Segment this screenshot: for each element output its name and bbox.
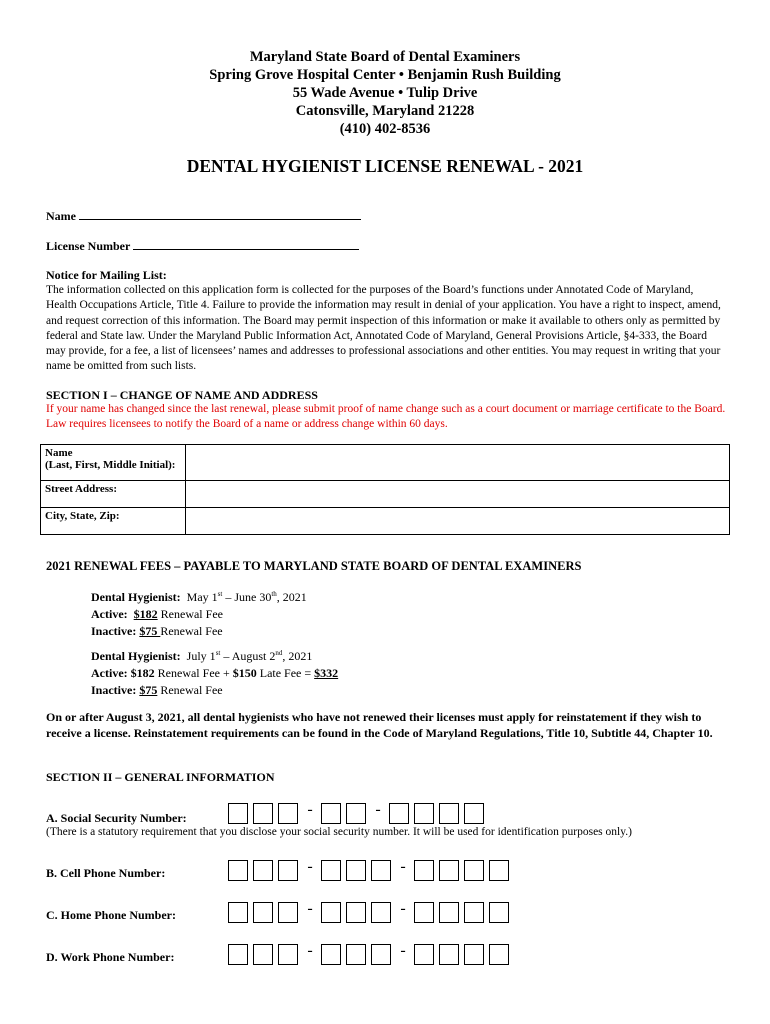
ssn-box[interactable] xyxy=(389,803,409,824)
license-field[interactable] xyxy=(46,238,359,254)
fee2-inactive-label: Inactive: xyxy=(91,683,137,697)
phone-box[interactable] xyxy=(439,944,459,965)
fee1-s2: th xyxy=(271,590,277,598)
page-title: DENTAL HYGIENIST LICENSE RENEWAL - 2021 xyxy=(186,156,584,176)
phone-box[interactable] xyxy=(414,944,434,965)
ssn-note: (There is a statutory requirement that you disclose your social security number. It will be used for identification purposes only.) xyxy=(46,826,632,838)
phone-dash: - xyxy=(307,858,313,875)
section2-heading: SECTION II – GENERAL INFORMATION xyxy=(46,770,275,784)
reinstatement-note: On or after August 3, 2021, all dental hygienists who have not renewed their licenses must apply for reinstatement if they wish to receive a license. Reinstatement requirements can be found in the Code of Maryland Regulations, Title 10, Subtitle 44, Chapter 10. xyxy=(46,710,713,740)
name-row-label-2: (Last, First, Middle Initial): xyxy=(45,459,176,471)
fee1-inactive-text: Renewal Fee xyxy=(160,624,223,638)
phone-box[interactable] xyxy=(439,902,459,923)
phone-box[interactable] xyxy=(489,902,509,923)
fee1-d1: May 1 xyxy=(186,590,218,604)
phone-box[interactable] xyxy=(346,860,366,881)
board-name: Maryland State Board of Dental Examiners xyxy=(249,49,521,65)
notice-body: The information collected on this application form is collected for the purposes of the Board’s functions under Annotated Code of Maryland, Health Occupations Article, Title 4. Failure to provide the information may result in denial of your application. You have a right to inspect, amend, and request correction of this information. The Board may permit inspection of this information or make it available to others only as permitted by federal and State law. Under the Maryland Public Information Act, Annotated Code of Maryland, General Provisions Article, §4-333, the Board may provide, for a fee, a list of licensees’ names and addresses to professional associations and other entities. You may request in writing that your name be omitted from such lists. xyxy=(46,284,721,373)
notice-heading: Notice for Mailing List: xyxy=(46,268,167,282)
phone-box[interactable] xyxy=(464,944,484,965)
fee1-d2: – June 30 xyxy=(222,590,272,604)
fee2-s1: st xyxy=(215,649,221,657)
work-phone-input[interactable] xyxy=(228,944,514,965)
section1-heading: SECTION I – CHANGE OF NAME AND ADDRESS xyxy=(46,388,318,402)
phone-box[interactable] xyxy=(228,944,248,965)
fee1-label: Dental Hygienist: xyxy=(91,590,181,604)
name-row-input[interactable] xyxy=(186,445,730,481)
ssn-box[interactable] xyxy=(439,803,459,824)
phone-line: (410) 402-8536 xyxy=(339,121,431,137)
name-row-label-1: Name xyxy=(45,447,73,459)
phone-dash: - xyxy=(400,900,406,917)
city-line: Catonsville, Maryland 21228 xyxy=(295,103,475,119)
fee1-s1: st xyxy=(217,590,223,598)
work-label: D. Work Phone Number: xyxy=(46,950,175,964)
phone-box[interactable] xyxy=(414,860,434,881)
phone-dash: - xyxy=(400,942,406,959)
ssn-dash: - xyxy=(375,801,381,818)
fee-block-1 xyxy=(91,586,307,640)
phone-box[interactable] xyxy=(346,944,366,965)
phone-box[interactable] xyxy=(464,860,484,881)
fee2-late-text: Late Fee = xyxy=(256,666,315,680)
fee2-d2: – August 2 xyxy=(220,649,276,663)
fee1-active-text: Renewal Fee xyxy=(157,607,223,621)
ssn-box[interactable] xyxy=(321,803,341,824)
phone-box[interactable] xyxy=(321,860,341,881)
ssn-label: A. Social Security Number: xyxy=(46,811,187,825)
phone-box[interactable] xyxy=(371,944,391,965)
ssn-box[interactable] xyxy=(464,803,484,824)
ssn-box[interactable] xyxy=(346,803,366,824)
phone-box[interactable] xyxy=(464,902,484,923)
ssn-dash: - xyxy=(307,801,313,818)
ssn-box[interactable] xyxy=(278,803,298,824)
city-row-input[interactable] xyxy=(186,508,730,535)
license-label: License Number xyxy=(46,239,131,253)
ssn-input[interactable] xyxy=(228,803,489,824)
phone-box[interactable] xyxy=(439,860,459,881)
fee1-inactive-label: Inactive: xyxy=(91,624,137,638)
fee2-total: $332 xyxy=(314,666,339,680)
cell-phone-input[interactable] xyxy=(228,860,514,881)
city-row-label: City, State, Zip: xyxy=(41,508,186,535)
ssn-box[interactable] xyxy=(228,803,248,824)
fee2-inactive-amount: $75 xyxy=(139,683,158,697)
cell-label: B. Cell Phone Number: xyxy=(46,866,166,880)
home-label: C. Home Phone Number: xyxy=(46,908,176,922)
fee2-s2: nd xyxy=(275,649,283,657)
phone-box[interactable] xyxy=(253,944,273,965)
phone-box[interactable] xyxy=(253,902,273,923)
fee2-label: Dental Hygienist: xyxy=(91,649,181,663)
street-row-label: Street Address: xyxy=(41,481,186,508)
phone-dash: - xyxy=(400,858,406,875)
address-table xyxy=(40,444,730,535)
fee1-d3: , 2021 xyxy=(276,590,307,604)
home-phone-input[interactable] xyxy=(228,902,514,923)
section1-note: If your name has changed since the last renewal, please submit proof of name change such as a court document or marriage certificate to the Board. Law requires licensees to notify the Board of a name or address change within 60 days. xyxy=(46,403,726,431)
ssn-box[interactable] xyxy=(253,803,273,824)
phone-box[interactable] xyxy=(414,902,434,923)
phone-box[interactable] xyxy=(253,860,273,881)
phone-box[interactable] xyxy=(321,902,341,923)
name-row-label xyxy=(41,445,186,481)
phone-box[interactable] xyxy=(346,902,366,923)
street-line: 55 Wade Avenue • Tulip Drive xyxy=(292,85,478,101)
phone-box[interactable] xyxy=(321,944,341,965)
street-row-input[interactable] xyxy=(186,481,730,508)
fee2-active-label: Active: $182 xyxy=(91,666,155,680)
fee1-inactive-amount: $75 xyxy=(139,624,161,638)
fee2-inactive-text: Renewal Fee xyxy=(157,683,223,697)
name-label: Name xyxy=(46,209,76,223)
phone-box[interactable] xyxy=(489,860,509,881)
phone-dash: - xyxy=(307,900,313,917)
phone-box[interactable] xyxy=(278,902,298,923)
phone-box[interactable] xyxy=(278,860,298,881)
license-line xyxy=(133,238,359,250)
fee2-active-text: Renewal Fee + xyxy=(154,666,233,680)
phone-box[interactable] xyxy=(489,944,509,965)
ssn-box[interactable] xyxy=(414,803,434,824)
name-field[interactable] xyxy=(46,208,361,224)
fee-block-2 xyxy=(91,645,338,699)
phone-box[interactable] xyxy=(371,860,391,881)
phone-box[interactable] xyxy=(371,902,391,923)
fee2-late-amount: $150 xyxy=(232,666,257,680)
building-line: Spring Grove Hospital Center • Benjamin Rush Building xyxy=(209,67,561,83)
fees-heading: 2021 RENEWAL FEES – PAYABLE TO MARYLAND STATE BOARD OF DENTAL EXAMINERS xyxy=(46,559,582,573)
fee2-d3: , 2021 xyxy=(282,649,313,663)
phone-dash: - xyxy=(307,942,313,959)
phone-box[interactable] xyxy=(228,860,248,881)
phone-box[interactable] xyxy=(278,944,298,965)
fee1-active-amount: $182 xyxy=(133,607,158,621)
fee2-d1: July 1 xyxy=(186,649,216,663)
phone-box[interactable] xyxy=(228,902,248,923)
name-line xyxy=(79,208,361,220)
fee1-active-label: Active: xyxy=(91,607,128,621)
